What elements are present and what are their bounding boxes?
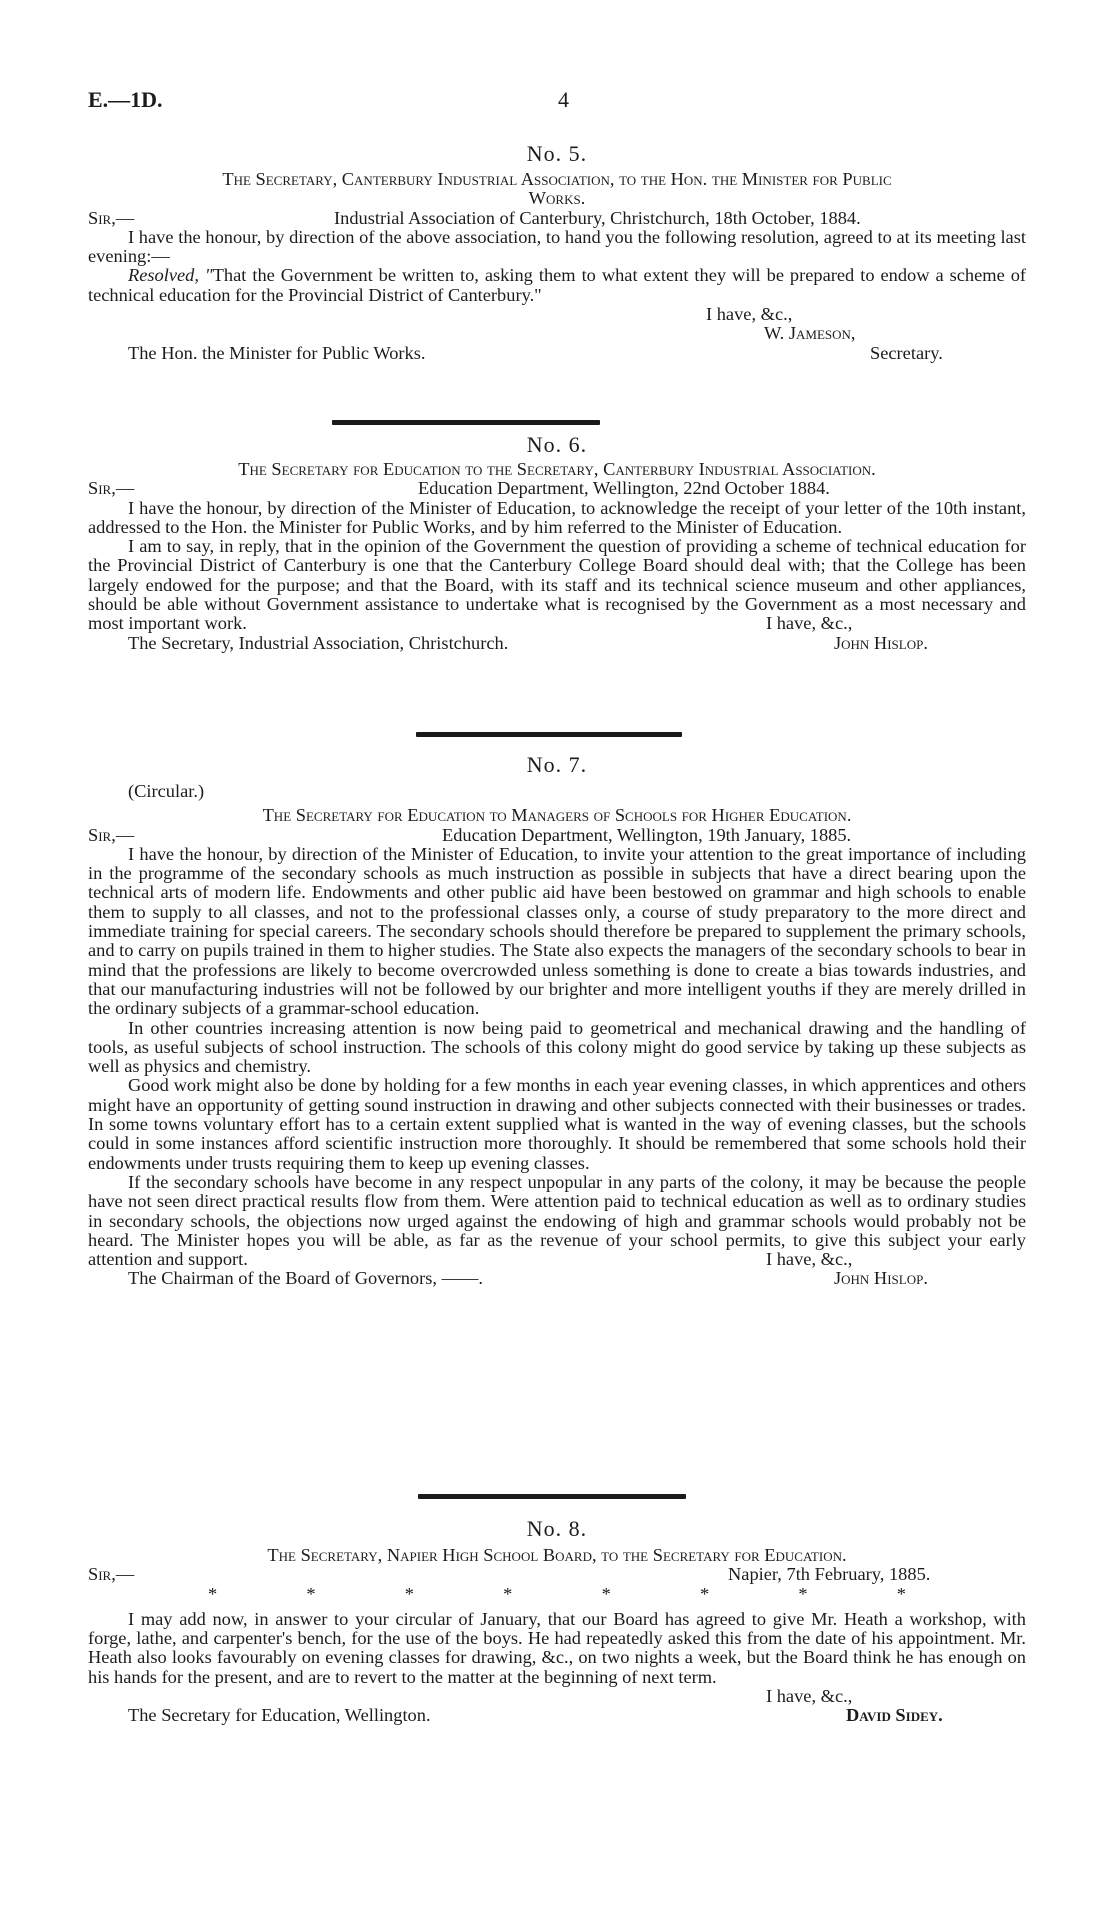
star: * bbox=[699, 1583, 710, 1604]
salutation-row bbox=[88, 479, 1026, 498]
star: * bbox=[306, 1583, 316, 1604]
addressee-row bbox=[88, 634, 1026, 653]
addressee: The Secretary for Education, Wellington. bbox=[128, 1705, 431, 1726]
closing: I have, &c., bbox=[706, 304, 793, 325]
dateline: Napier, 7th February, 1885. bbox=[728, 1564, 931, 1585]
closing: I have, &c., bbox=[766, 1249, 853, 1270]
resolution-text: That the Government be written to, asking them to what extent they will be prepared to endow a scheme of technical education for the Provincial District of Canterbury." bbox=[88, 265, 1027, 305]
letter-no-8 bbox=[88, 1516, 1026, 1726]
salutation: Sir,— bbox=[88, 824, 135, 845]
addressee-row bbox=[88, 1706, 1026, 1725]
closing-row bbox=[88, 1250, 1026, 1269]
letter-no-5 bbox=[88, 141, 1026, 363]
closing: I have, &c., bbox=[766, 1686, 853, 1707]
star: * bbox=[896, 1583, 906, 1604]
star: * bbox=[503, 1583, 513, 1604]
letter-number: No. 8. bbox=[526, 1516, 588, 1541]
addressee-row bbox=[88, 1269, 1026, 1288]
omission-stars bbox=[88, 1585, 1026, 1604]
paragraph: I have the honour, by direction of the Minister of Education, to acknowledge the receipt of your letter of the 10th instant, addressed to the Hon. the Minister for Public Works, and by him referred to the Minister of Education. bbox=[88, 497, 1026, 537]
signature: John Hislop. bbox=[834, 1268, 928, 1289]
salutation: Sir,— bbox=[88, 1564, 135, 1585]
page-number: 4 bbox=[558, 87, 569, 112]
closing: I have, &c., bbox=[766, 613, 853, 634]
circular-label: (Circular.) bbox=[128, 781, 205, 801]
letter-no-7 bbox=[88, 752, 1026, 1289]
salutation-row bbox=[88, 209, 1026, 228]
paragraph: Good work might also be done by holding for a few months in each year evening classes, in which apprentices and others might have an opportunity of getting sound instruction in drawing and other subjects connected with their businesses or trades. In some towns voluntary effort has to a certain extent supplied what is wanted in the way of evening classes, but the schools could in some instances afford scientific instruction more thoroughly. It should be remembered that some schools hold their endowments under trusts requiring them to keep up evening classes. bbox=[88, 1075, 1026, 1173]
closing-row bbox=[88, 614, 1026, 633]
letter-number: No. 6. bbox=[526, 432, 588, 457]
resolution-paragraph bbox=[88, 266, 1026, 305]
letter-number: No. 5. bbox=[526, 141, 588, 166]
addressee: The Chairman of the Board of Governors, ——. bbox=[128, 1268, 483, 1289]
document-code: E.—1D. bbox=[88, 87, 163, 112]
addressee: The Hon. the Minister for Public Works. bbox=[128, 342, 426, 363]
star: * bbox=[798, 1583, 808, 1604]
star: * bbox=[404, 1583, 414, 1604]
paragraph: I may add now, in answer to your circular of January, that our Board has agreed to give Mr. Heath a workshop, with forge, lathe, and carpenter's bench, for the use of the boys. He had repeatedly asked this from the date of his appointment. Mr. Heath also looks favourably on evening classes for drawing, &c., on two nights a week, but the Board think he has enough on his hands for the present, and are to revert to the matter at the beginning of next term. bbox=[88, 1608, 1026, 1687]
signature-row bbox=[88, 324, 1026, 343]
paragraph: I have the honour, by direction of the above association, to hand you the following resolution, agreed to at its meeting last evening:— bbox=[88, 226, 1026, 267]
star: * bbox=[601, 1583, 611, 1604]
salutation: Sir,— bbox=[88, 207, 135, 228]
closing-row bbox=[88, 305, 1026, 324]
section-divider bbox=[332, 420, 600, 425]
paragraph: I have the honour, by direction of the Minister of Education, to invite your attention to the great importance of including in the programme of the secondary schools as much instruction as possible in subjects that have a direct bearing upon the technical arts of modern life. Endowments and other public aid have been bestowed on grammar and high schools to enable them to supply to all classes, and not to the professional classes only, a course of study preparatory to the more direct and immediate training for special careers. The secondary schools should therefore be prepared to supplement the primary schools, and to carry on pupils trained in them to higher studies. The State also expects the managers of the secondary schools to bear in mind that the professions are likely to become overcrowded unless something is done to create a bias towards industries, and that our manufacturing industries will not be followed by our brighter and more intelligent youths if they are merely drilled in the ordinary subjects of a grammar-school education. bbox=[88, 843, 1026, 1019]
letter-no-6 bbox=[88, 432, 1026, 653]
paragraph: If the secondary schools have become in any respect unpopular in any parts of the colony, it may be because the people have not seen direct practical results flow from them. Were attention paid to technical education as well as to ordinary studies in secondary schools, the objections now urged against the endowing of high and grammar schools would probably not be heard. The Minister hopes you will be able, as far as the revenue of your school permits, to give this subject your early attention and support. bbox=[88, 1171, 1026, 1270]
letter-heading: The Secretary, Napier High School Board, to the Secretary for Education. bbox=[267, 1545, 847, 1565]
signature: W. Jameson, bbox=[764, 323, 856, 344]
paragraph: In other countries increasing attention is now being paid to geometrical and mechanical drawing and the handling of tools, as useful subjects of school instruction. The schools of this colony might do good service by taking up these subjects as well as physics and chemistry. bbox=[88, 1017, 1026, 1077]
signature: David Sidey. bbox=[846, 1705, 943, 1726]
salutation: Sir,— bbox=[88, 478, 135, 499]
letter-number: No. 7. bbox=[526, 752, 588, 777]
addressee: The Secretary, Industrial Association, Christchurch. bbox=[128, 632, 509, 653]
section-divider bbox=[418, 1494, 686, 1499]
letter-heading: The Secretary for Education to Managers of Schools for Higher Education. bbox=[262, 805, 852, 826]
letter-heading-continued: Works. bbox=[528, 188, 586, 209]
signature: John Hislop. bbox=[834, 632, 928, 653]
star: * bbox=[208, 1583, 218, 1604]
section-divider bbox=[416, 732, 682, 737]
salutation-row bbox=[88, 1565, 1026, 1584]
dateline: Education Department, Wellington, 22nd October 1884. bbox=[418, 478, 830, 499]
letter-heading: The Secretary for Education to the Secretary, Canterbury Industrial Association. bbox=[238, 459, 876, 479]
letter-heading: The Secretary, Canterbury Industrial Association, to the Hon. the Minister for Public bbox=[222, 169, 892, 189]
addressee-row bbox=[88, 344, 1026, 363]
paragraph: I am to say, in reply, that in the opinion of the Government the question of providing a scheme of technical education for the Provincial District of Canterbury is one that the Canterbury College Board should deal with; that the College has been largely endowed for the purpose; and that the Board, with its staff and its technical science museum and other appliances, should be able without Government assistance to undertake what is recognised by the Government as a most necessary and most important work. bbox=[88, 536, 1026, 634]
page-header bbox=[88, 87, 1028, 120]
dateline: Industrial Association of Canterbury, Christchurch, 18th October, 1884. bbox=[334, 207, 861, 228]
closing-row bbox=[88, 1687, 1026, 1706]
salutation-row bbox=[88, 826, 1026, 845]
resolved-label: Resolved, " bbox=[128, 265, 213, 286]
signatory-title: Secretary. bbox=[870, 342, 943, 363]
dateline: Education Department, Wellington, 19th January, 1885. bbox=[442, 824, 852, 845]
